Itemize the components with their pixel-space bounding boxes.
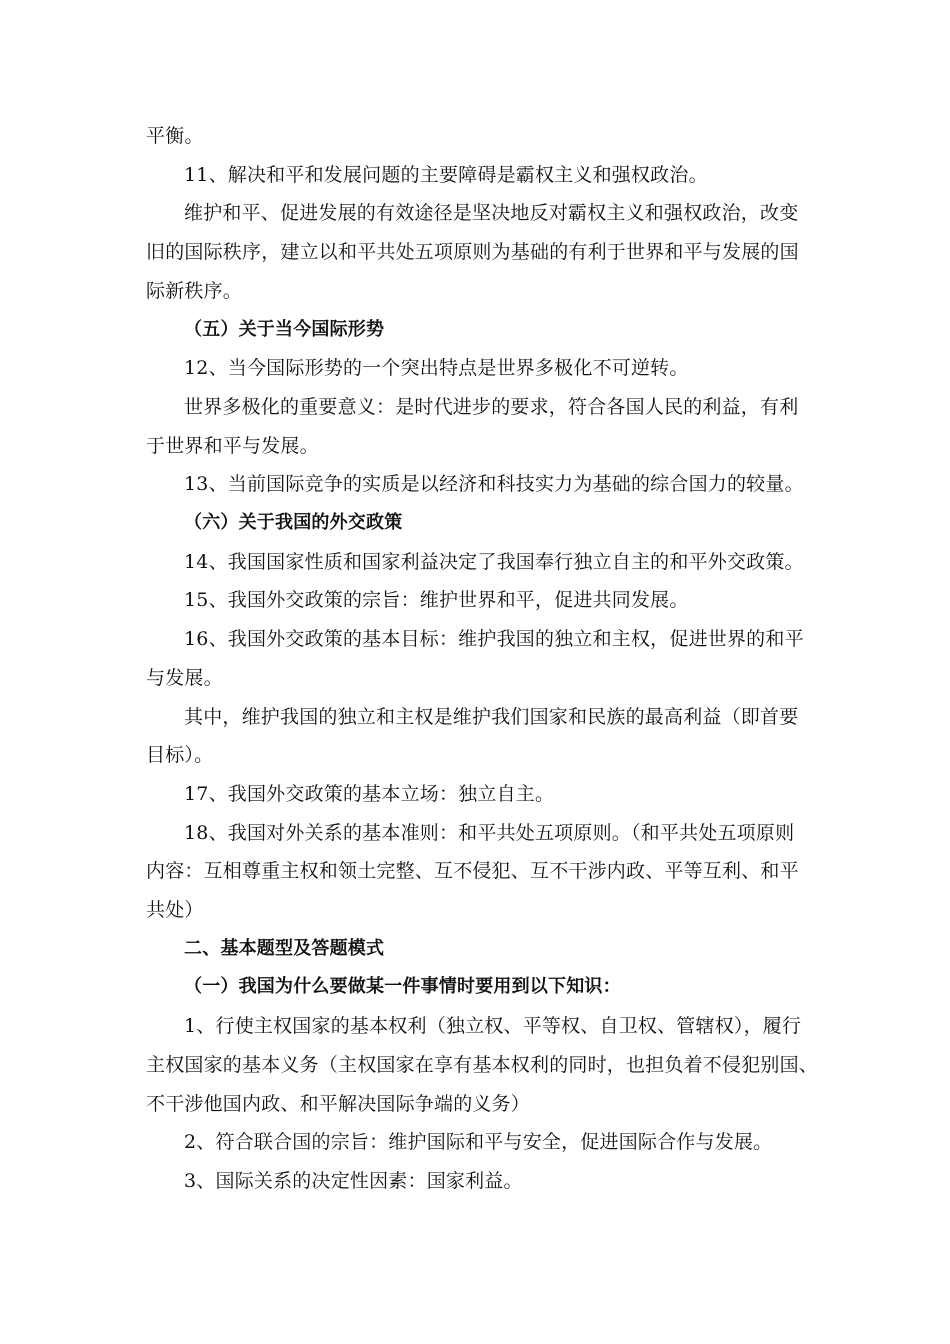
text-line: 3、国际关系的决定性因素：国家利益。 xyxy=(184,1169,523,1192)
text-line: 世界多极化的重要意义：是时代进步的要求，符合各国人民的利益，有利 xyxy=(184,395,799,418)
text-line: 旧的国际秩序，建立以和平共处五项原则为基础的有利于世界和平与发展的国 xyxy=(146,241,799,264)
text-line: 与发展。 xyxy=(146,666,223,689)
section-heading: 二、基本题型及答题模式 xyxy=(184,937,385,959)
text-line: 于世界和平与发展。 xyxy=(146,434,319,457)
text-line: 其中，维护我国的独立和主权是维护我们国家和民族的最高利益（即首要 xyxy=(184,705,799,728)
text-line: 维护和平、促进发展的有效途径是坚决地反对霸权主义和强权政治，改变 xyxy=(184,202,799,225)
text-line: 际新秩序。 xyxy=(146,279,243,302)
text-line: 15、我国外交政策的宗旨：维护世界和平，促进共同发展。 xyxy=(184,589,689,612)
text-line: 14、我国国家性质和国家利益决定了我国奉行独立自主的和平外交政策。 xyxy=(184,550,804,573)
text-line: 主权国家的基本义务（主权国家在享有基本权利的同时，也担负着不侵犯别国、 xyxy=(146,1053,819,1076)
text-line: 内容：互相尊重主权和领土完整、互不侵犯、互不干涉内政、平等互利、和平 xyxy=(146,860,799,883)
section-heading: （六）关于我国的外交政策 xyxy=(184,512,403,534)
text-line: 16、我国外交政策的基本目标：维护我国的独立和主权，促进世界的和平 xyxy=(184,628,804,651)
text-line: 不干涉他国内政、和平解决国际争端的义务） xyxy=(146,1092,531,1115)
section-heading: （一）我国为什么要做某一件事情时要用到以下知识： xyxy=(184,976,621,998)
text-line: 17、我国外交政策的基本立场：独立自主。 xyxy=(184,782,555,805)
text-line: 11、解决和平和发展问题的主要障碍是霸权主义和强权政治。 xyxy=(184,163,708,186)
document-body xyxy=(146,117,819,1201)
text-line: 平衡。 xyxy=(146,125,204,147)
text-line: 共处） xyxy=(146,899,204,922)
text-line: 18、我国对外关系的基本准则：和平共处五项原则。（和平共处五项原则 xyxy=(184,821,795,844)
text-line: 2、符合联合国的宗旨：维护国际和平与安全，促进国际合作与发展。 xyxy=(184,1131,773,1154)
text-line: 12、当今国际形势的一个突出特点是世界多极化不可逆转。 xyxy=(184,357,689,380)
text-line: 1、行使主权国家的基本权利（独立权、平等权、自卫权、管辖权），履行 xyxy=(184,1015,802,1038)
section-heading: （五）关于当今国际形势 xyxy=(184,318,385,340)
text-line: 目标）。 xyxy=(146,744,214,767)
text-line: 13、当前国际竞争的实质是以经济和科技实力为基础的综合国力的较量。 xyxy=(184,473,804,496)
